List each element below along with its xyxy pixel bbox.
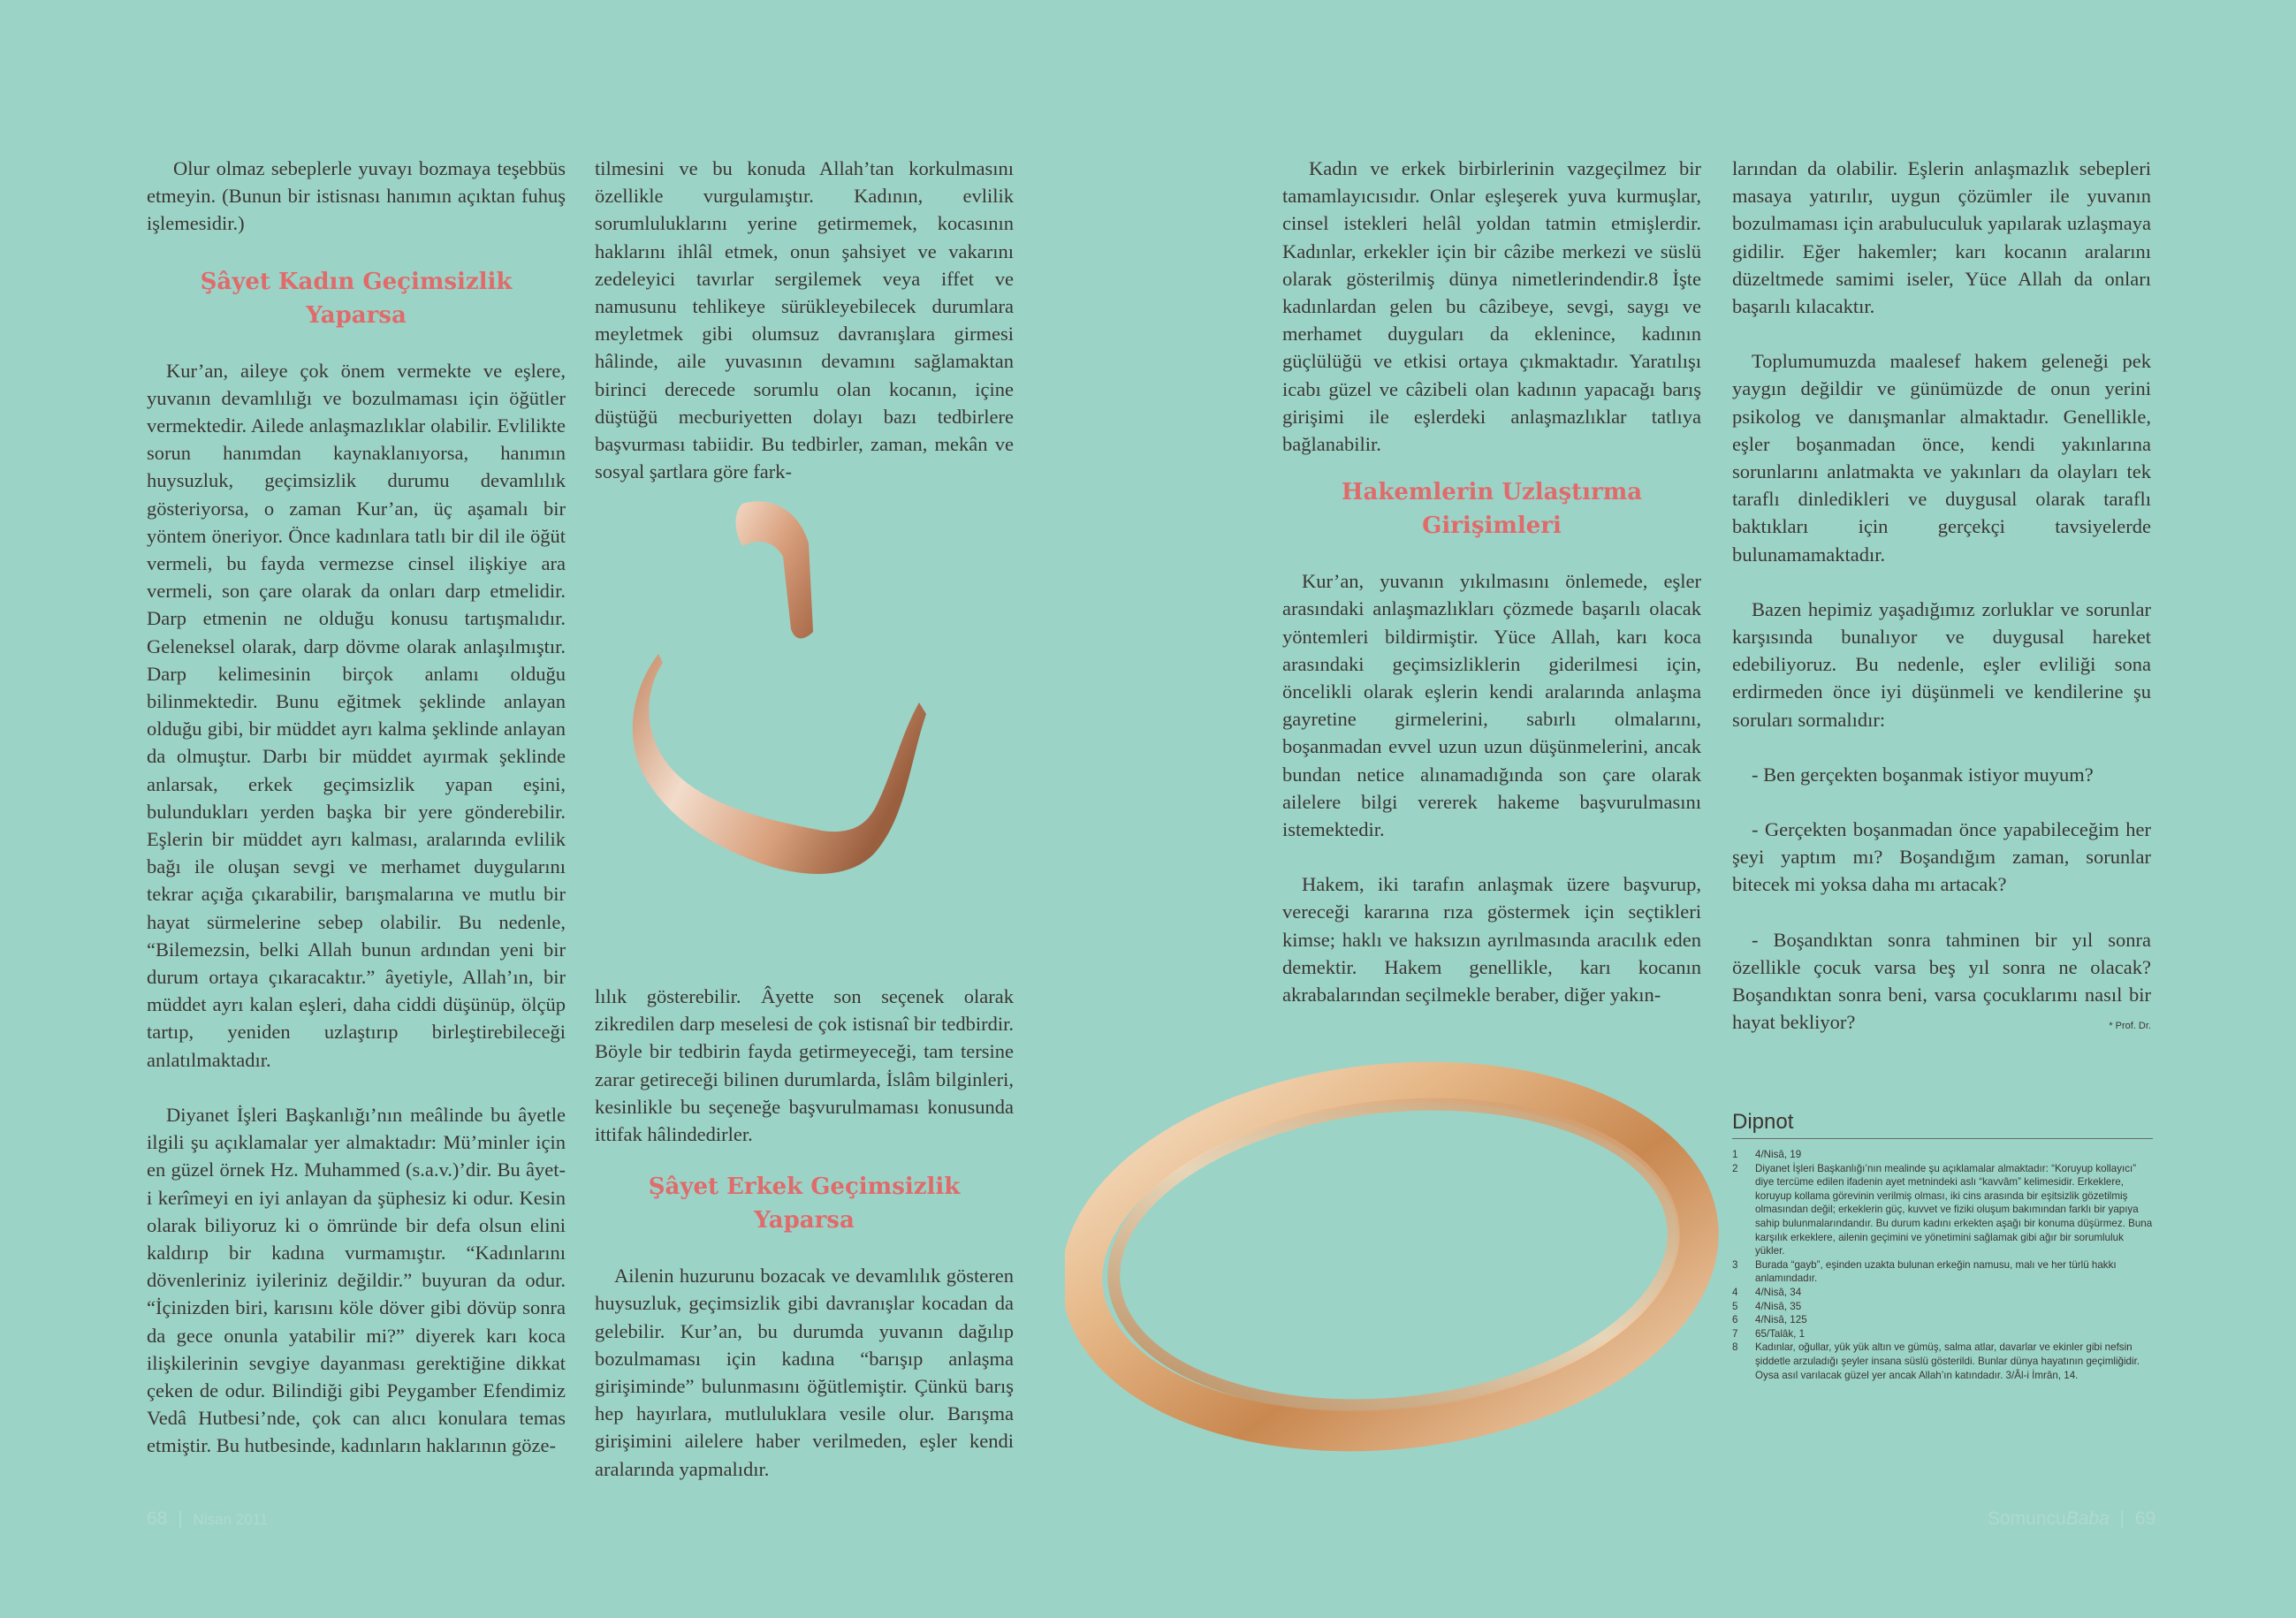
footnote-item (1732, 1313, 2153, 1327)
intro-paragraph: Olur olmaz sebeplerle yuvayı bozmaya teşebbüs etmeyin. (Bunun bir istisnası hanımın açıktan fuhuş işlemesidir.) (147, 157, 566, 235)
footnote-number: 5 (1732, 1300, 1738, 1312)
column-3 (1282, 155, 1701, 1008)
paragraph: Kadın ve erkek birbirlerinin vazgeçilmez bir tamamlayıcısıdır. Onlar eşleşerek yuva kurmuşlar, cinsel istekleri helâl yoldan tatmin etmişlerdir. Kadınlar, erkekler için bir câzibe merkezi ve süslü olarak gösterilmiş dünya nimetlerindendir.8 İşte kadınlardan gelen bu câzibeye, sevgi, saygı ve merhamet duyguları da eklenince, kadının güçlülüğü ve etkisi ortaya çıkmaktadır. Yaratılışı icabı güzel ve câzibeli olan kadının yapacağı barış girişimi ile eşlerdeki anlaşmazlıklar tatlıya bağlanabilir. (1282, 157, 1701, 456)
column-1 (147, 155, 566, 1460)
footnote-number: 6 (1732, 1314, 1738, 1326)
footnote-number: 2 (1732, 1162, 1738, 1174)
footnotes (1732, 1110, 2153, 1382)
paragraph: Kur’an, yuvanın yıkılmasını önlemede, eşler arasındaki anlaşmazlıkları çözmede başarılı olacak yöntemleri bildirmiştir. Yüce Allah, karı koca arasındaki geçimsizliklerin giderilmesi için, öncelikli olarak eşlerin kendi aralarında anlaşma gayretine girmelerini, sabırlı olmalarını, boşanmadan evvel uzun uzun düşünmelerini, ancak bundan netice alınamadığında son çare olarak ailelere bilgi vererek hakeme başvurulmasını istemektedir. (1282, 570, 1701, 841)
footnote-text: Burada “gayb”, eşinden uzakta bulunan erkeğin namusu, malı ve her türlü hakkı anlamındadır. (1755, 1258, 2117, 1285)
footnote-item (1732, 1162, 2153, 1258)
footnote-text: 65/Talâk, 1 (1755, 1327, 1806, 1340)
author-signature: * Prof. Dr. (2109, 1021, 2151, 1032)
footnote-text: Diyanet İşleri Başkanlığı’nın mealinde şu açıklamalar almaktadır: “Koruyup kollayıcı” diye tercüme edilen ifadenin ayet metnindeki aslı “kavvâm” kelimesidir. Erkeklere, koruyup kollama görevinin verilmiş olması, iki cins arasında bir eşitsizlik gözetilmiş olmasından değil; erkeklerin güç, kuvvet ve fiziki oluşum bakımından farklı bir yapıya sahip bulunmalarındandır. Bu durum kadını erkekten aşağı bir konuma düşürmez. Buna karşılık erkeklere, ailenin geçimini ve yönetimini sağlamak gibi ağır bir sorumluluk yükler. (1755, 1162, 2153, 1257)
paragraph: larından da olabilir. Eşlerin anlaşmazlık sebepleri masaya yatırılır, uygun çözümler ile yuvanın bozulmaması için arabuluculuk yapılarak uzlaşmaya gidilir. Eğer hakemler; karı kocanın aralarını düzeltmede samimi iseler, Yüce Allah da onları başarılı kılacaktır. (1732, 157, 2151, 318)
footer-separator: | (2119, 1508, 2125, 1529)
footnote-number: 3 (1732, 1258, 1738, 1271)
paragraph: Ailenin huzurunu bozacak ve devamlılık gösteren huysuzluk, geçimsizlik gibi davranışlar kocadan da gelebilir. Kur’an, bu durumda yuvanın dağılıp bozulmaması için kadına “barışıp anlaşma girişiminde” bulunmasını öğütlemiştir. Çünkü barış hep hayırlara, mutluluklara vesile olur. Barışma girişimini ailelere haber verilmeden, eşler kendi aralarında yapmalıdır. (595, 1265, 1014, 1480)
broken-ring-image (610, 477, 1069, 972)
footnote-text: 4/Nisâ, 35 (1755, 1300, 1802, 1312)
brand-part: Somuncu (1988, 1508, 2066, 1529)
footnote-item (1732, 1258, 2153, 1286)
footer-separator: | (178, 1508, 183, 1529)
footnote-text: 4/Nisâ, 19 (1755, 1149, 1802, 1160)
footnote-text: 4/Nisâ, 34 (1755, 1286, 1802, 1298)
page-number: 68 (147, 1508, 168, 1529)
question: - Ben gerçekten boşanmak istiyor muyum? (1752, 763, 2094, 786)
footnote-number: 4 (1732, 1286, 1738, 1298)
brand-name (1988, 1508, 2110, 1529)
footnotes-title: Dipnot (1732, 1110, 2153, 1139)
question: - Boşandıktan sonra tahminen bir yıl sonra özellikle çocuk varsa beş yıl sonra ne olacak? Boşandıktan sonra beni, varsa çocuklarımı nasıl bir hayat bekliyor? (1732, 928, 2151, 1034)
column-4 (1732, 155, 2151, 1041)
paragraph: tilmesini ve bu konuda Allah’tan korkulmasını özellikle vurgulamıştır. Kadının, evlilik sorumluluklarını yerine getirmemek, kocasının haklarını ihlâl etmek, onun şahsiyet ve vakarını zedeleyici tavırlar sergilemek veya iffet ve namusunu tehlikeye sürükleyebilecek durumlara meyletmek gibi olumsuz davranışlara girmesi hâlinde, aile yuvasının devamını sağlamaktan birinci derecede sorumlu olan kocanın, içine düştüğü mecburiyetten dolayı bazı tedbirlere başvurması tabiidir. Bu tedbirler, zaman, mekân ve sosyal şartlara göre fark- (595, 157, 1014, 483)
paragraph: Toplumumuzda maalesef hakem geleneği pek yaygın değildir ve günümüzde de onun yerini psikolog ve danışmanlar almaktadır. Genellikle, eşler boşanmadan önce, kendi yakınlarına sorunlarını anlatmakta ve yakınları da olayları tek taraflı dinledikleri ve duygusal olarak taraflı baktıkları için gerçekçi tavsiyelerde bulunamamaktadır. (1732, 350, 2151, 566)
footnote-item (1732, 1341, 2153, 1382)
footnote-text: 4/Nisâ, 125 (1755, 1314, 1807, 1326)
footnote-number: 1 (1732, 1149, 1738, 1160)
footnote-item (1732, 1327, 2153, 1341)
column-2-bottom (595, 983, 1014, 1483)
section-heading-woman: Şâyet Kadın Geçimsizlik Yaparsa (200, 268, 513, 329)
footnotes-list (1732, 1148, 2153, 1382)
footnote-text: Kadınlar, oğullar, yük yük altın ve gümüş, salma atlar, davarlar ve ekinler gibi nefsin şiddetle arzuladığı şeyler insana süslü gösterildi. Bunlar dünya hayatının geçimliğidir. Oysa asıl varılacak güzel yer ancak Allah’ın katındadır. 3/Âl-i İmrân, 14. (1755, 1341, 2140, 1381)
page-number: 69 (2134, 1508, 2156, 1529)
issue-date: Nisan 2011 (193, 1511, 269, 1528)
paragraph: Hakem, iki tarafın anlaşmak üzere başvurup, vereceği kararına rıza göstermek için seçtikleri kimse; haklı ve haksızın ayrılmasında aracılık eden demektir. Hakem genellikle, karı kocanın akrabalarından seçilmekle beraber, diğer yakın- (1282, 873, 1701, 1007)
footnote-number: 7 (1732, 1327, 1738, 1340)
paragraph: Bazen hepimiz yaşadığımız zorluklar ve sorunlar karşısında bunalıyor ve duygusal hareket edebiliyoruz. Bu nedenle, eşler evliliği sona erdirmeden önce iyi düşünmeli ve kendilerine şu soruları sormalıdır: (1732, 597, 2151, 731)
footnote-number: 8 (1732, 1341, 1738, 1354)
ring-fragment-small (736, 501, 814, 638)
ring-fragment-large (633, 654, 926, 874)
footnote-item (1732, 1148, 2153, 1162)
section-heading-arbiters (1282, 475, 1701, 543)
column-2 (595, 155, 1014, 485)
heading-line: Hakemlerin Uzlaştırma (1341, 479, 1643, 506)
footnote-item (1732, 1300, 2153, 1314)
question: - Gerçekten boşanmadan önce yapabileceğim her şeyi yaptım mı? Boşandığım zaman, sorunlar bitecek mi yoksa daha mı artacak? (1732, 818, 2151, 896)
paragraph: Kur’an, aileye çok önem vermekte ve eşlere, yuvanın devamlılığı ve bozulmaması için öğütler vermektedir. Ailede anlaşmazlıklar olabilir. Evlilikte sorun hanımdan kaynaklanıyorsa, hanımın huysuzluk, geçimsizlik durumu devamlılık gösteriyorsa, o zaman Kur’an, üç aşamalı bir yöntem öneriyor. Önce kadınlara tatlı bir dil ile öğüt vermeli, bu fayda vermezse cinsel ilişkiye ara vermeli, son çare olarak da onları darp etmelidir. Darp etmenin ne olduğu konusu tartışmalıdır. Geleneksel olarak, darp dövme olarak anlaşılmıştır. Darp kelimesinin birçok anlamı olduğu bilinmektedir. Bunu eğitmek şeklinde anlayan olduğu gibi, bir müddet ayrı kalma şeklinde anlayan da olmuştur. Darbı bir müddet ayırmak şeklinde anlarsak, erkek geçimsizlik yapan eşini, bulundukları yerden başka bir yere gönderebilir. Eşlerin bir müddet ayrı kalması, aralarında evlilik bağı ile oluşan sevgi ve merhamet duygularını tekrar açığa çıkarabilir, barışmalarına ve mutlu bir hayat sürmelerine sebep olabilir. Bu nedenle, “Bilemezsin, belki Allah bunun ardından yeni bir durum ortaya çıkaracaktır.” âyetiyle, Allah’ın, bir müddet ayrı kalan eşleri, daha ciddi düşünüp, ölçüp tartıp, yeniden uzlaştırıp birleştirebileceği anlatılmaktadır. (147, 359, 566, 1071)
right-footer (1988, 1508, 2155, 1530)
section-heading-man: Şâyet Erkek Geçimsizlik Yaparsa (648, 1174, 961, 1234)
paragraph: lılık gösterebilir. Âyette son seçenek olarak zikredilen darp meselesi de çok istisnaî bir tedbirdir. Böyle bir tedbirin fayda getirmeyeceği, tam tersine zarar getireceği bilinen durumlarda, İslâm bilginleri, kesinlikle bu seçeneğe başvurulmaması konusunda ittifak hâlindedirler. (595, 985, 1014, 1146)
paragraph: Diyanet İşleri Başkanlığı’nın meâlinde bu âyetle ilgili şu açıklamalar yer almaktadır: Mü’minler için en güzel örnek Hz. Muhammed (s.a.v.)’dir. Bu âyet-i kerîmeyi en iyi anlayan da şüphesiz ki odur. Kesin olarak biliyoruz ki o ömründe bir defa olsun elini kaldırıp bir kadına vurmamıştır. “Kadınlarını dövenleriniz iyileriniz değildir.” buyuran da odur. “İçinizden biri, karısını köle döver gibi dövüp sonra da gece onunla yatabilir mi?” diyerek karı koca ilişkilerinin sevgiye dayanması gerektiğine dikkat çeken de odur. Bilindiği gibi Peygamber Efendimiz Vedâ Hutbesi’nde, çok can alıcı konulara temas etmiştir. Bu hutbesinde, kadınların haklarının göze- (147, 1103, 566, 1457)
footnote-item (1732, 1286, 2153, 1300)
left-footer (147, 1508, 268, 1530)
brand-part: Baba (2065, 1508, 2110, 1529)
heading-line: Girişimleri (1422, 513, 1562, 540)
